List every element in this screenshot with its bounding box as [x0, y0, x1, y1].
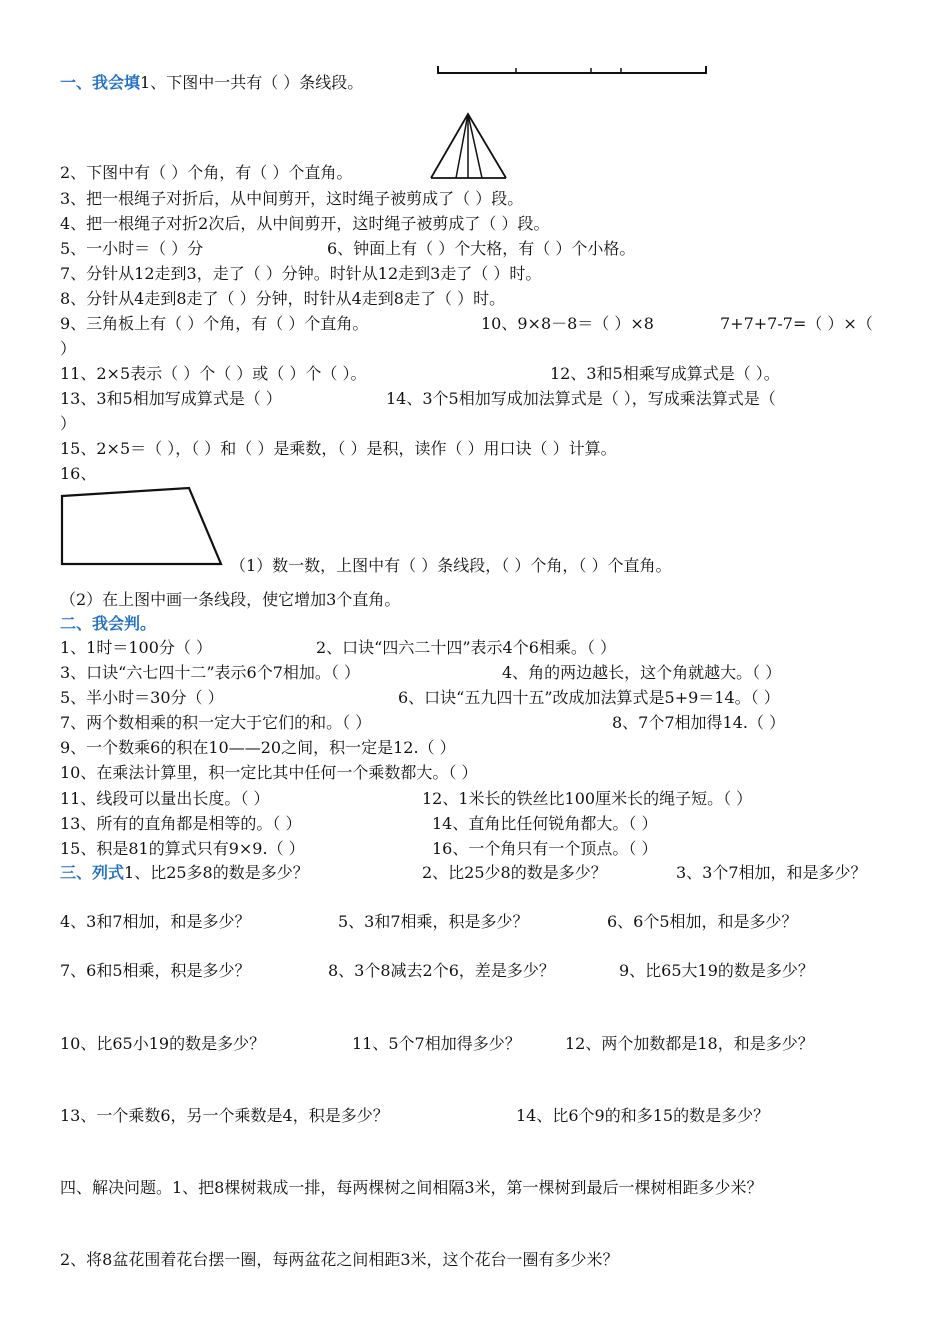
judge-14: 14、直角比任何锐角都大。（ ）	[432, 814, 658, 833]
question-10b: 7+7+7-7=（ ）×（	[720, 314, 873, 333]
question-7: 7、分针从12走到3，走了（ ）分钟。时针从12走到3走了（ ）时。	[60, 264, 542, 283]
segment-figure	[436, 62, 710, 78]
judge-7: 7、两个数相乘的积一定大于它们的和。（ ）	[60, 713, 372, 732]
calc-2: 2、比25少8的数是多少？	[422, 863, 607, 882]
question-15: 15、2×5＝（ ），（ ）和（ ）是乘数，（ ）是积，读作（ ）用口诀（ ）计算。	[60, 439, 617, 458]
trapezoid-figure	[58, 484, 228, 570]
question-16: 16、	[60, 464, 97, 483]
judge-12: 12、1米长的铁丝比100厘米长的绳子短。（ ）	[422, 789, 753, 808]
section1-heading: 一、我会填	[60, 73, 141, 92]
judge-5: 5、半小时＝30分（ ）	[60, 688, 224, 707]
calc-6: 6、6个5相加，和是多少？	[607, 912, 798, 931]
problem-2: 2、将8盆花围着花台摆一圈，每两盆花之间相距3米，这个花台一圈有多少米？	[60, 1250, 619, 1269]
section1-line1	[60, 73, 363, 93]
judge-6: 6、口诀“五九四十五”改成加法算式是5+9＝14。（ ）	[398, 688, 780, 707]
question-2: 2、下图中有（ ）个角，有（ ）个直角。	[60, 163, 353, 182]
judge-3: 3、口诀“六七四十二”表示6个7相加。（ ）	[60, 663, 360, 682]
question-12: 12、3和5相乘写成算式是（ ）。	[550, 364, 780, 383]
calc-11: 11、5个7相加得多少？	[352, 1034, 521, 1053]
calc-4: 4、3和7相加，和是多少？	[60, 912, 251, 931]
calc-9: 9、比65大19的数是多少？	[619, 961, 814, 980]
question-3: 3、把一根绳子对折后，从中间剪开，这时绳子被剪成了（ ）段。	[60, 189, 524, 208]
judge-8: 8、7个7相加得14.（ ）	[612, 713, 786, 732]
question-13: 13、3和5相加写成算式是（ ）	[60, 389, 282, 408]
judge-9: 9、一个数乘6的积在10——20之间，积一定是12.（ ）	[60, 738, 456, 757]
question-11: 11、2×5表示（ ）个（ ）或（ ）个（ ）。	[60, 364, 367, 383]
question-4: 4、把一根绳子对折2次后，从中间剪开，这时绳子被剪成了（ ）段。	[60, 214, 550, 233]
judge-16: 16、一个角只有一个顶点。（ ）	[432, 839, 658, 858]
question-8: 8、分针从4走到8走了（ ）分钟，时针从4走到8走了（ ）时。	[60, 289, 506, 308]
calc-14: 14、比6个9的和多15的数是多少？	[516, 1106, 770, 1125]
section3-line1	[60, 863, 309, 883]
judge-4: 4、角的两边越长，这个角就越大。（ ）	[502, 663, 782, 682]
judge-10: 10、在乘法计算里，积一定比其中任何一个乘数都大。（ ）	[60, 763, 478, 782]
calc-10: 10、比65小19的数是多少？	[60, 1034, 266, 1053]
judge-13: 13、所有的直角都是相等的。（ ）	[60, 814, 302, 833]
calc-7: 7、6和5相乘，积是多少？	[60, 961, 251, 980]
question-14a: 14、3个5相加写成加法算式是（ ），写成乘法算式是（	[386, 389, 776, 408]
calc-3: 3、3个7相加，和是多少？	[676, 863, 867, 882]
question-10c: ）	[60, 339, 77, 358]
calc-8: 8、3个8减去2个6，差是多少？	[328, 961, 555, 980]
question-9: 9、三角板上有（ ）个角，有（ ）个直角。	[60, 314, 369, 333]
problem-1: 四、解决问题。1、把8棵树栽成一排，每两棵树之间相隔3米，第一棵树到最后一棵树相距多少米？	[60, 1178, 763, 1197]
calc-5: 5、3和7相乘，积是多少？	[338, 912, 529, 931]
section2-heading: 二、我会判。	[60, 614, 157, 633]
calc-13: 13、一个乘数6，另一个乘数是4，积是多少？	[60, 1106, 389, 1125]
triangle-figure	[428, 110, 510, 182]
judge-1: 1、1时＝100分（ ）	[60, 638, 212, 657]
section3-heading: 三、列式	[60, 863, 125, 882]
question-16-2: （2）在上图中画一条线段，使它增加3个直角。	[60, 590, 401, 609]
question-1: 1、下图中一共有（ ）条线段。	[140, 73, 364, 92]
question-14b: ）	[60, 414, 77, 433]
calc-12: 12、两个加数都是18，和是多少？	[565, 1034, 814, 1053]
question-10a: 10、9×8－8＝（ ）×8	[481, 314, 654, 333]
question-6: 6、钟面上有（ ）个大格，有（ ）个小格。	[327, 239, 636, 258]
question-16-1: （1）数一数，上图中有（ ）条线段，（ ）个角，（ ）个直角。	[230, 556, 672, 575]
judge-11: 11、线段可以量出长度。（ ）	[60, 789, 270, 808]
judge-2: 2、口诀“四六二十四”表示4个6相乘。（ ）	[316, 638, 616, 657]
judge-15: 15、积是81的算式只有9×9.（ ）	[60, 839, 305, 858]
question-5: 5、一小时＝（ ）分	[60, 239, 204, 258]
calc-1: 1、比25多8的数是多少？	[124, 863, 309, 882]
